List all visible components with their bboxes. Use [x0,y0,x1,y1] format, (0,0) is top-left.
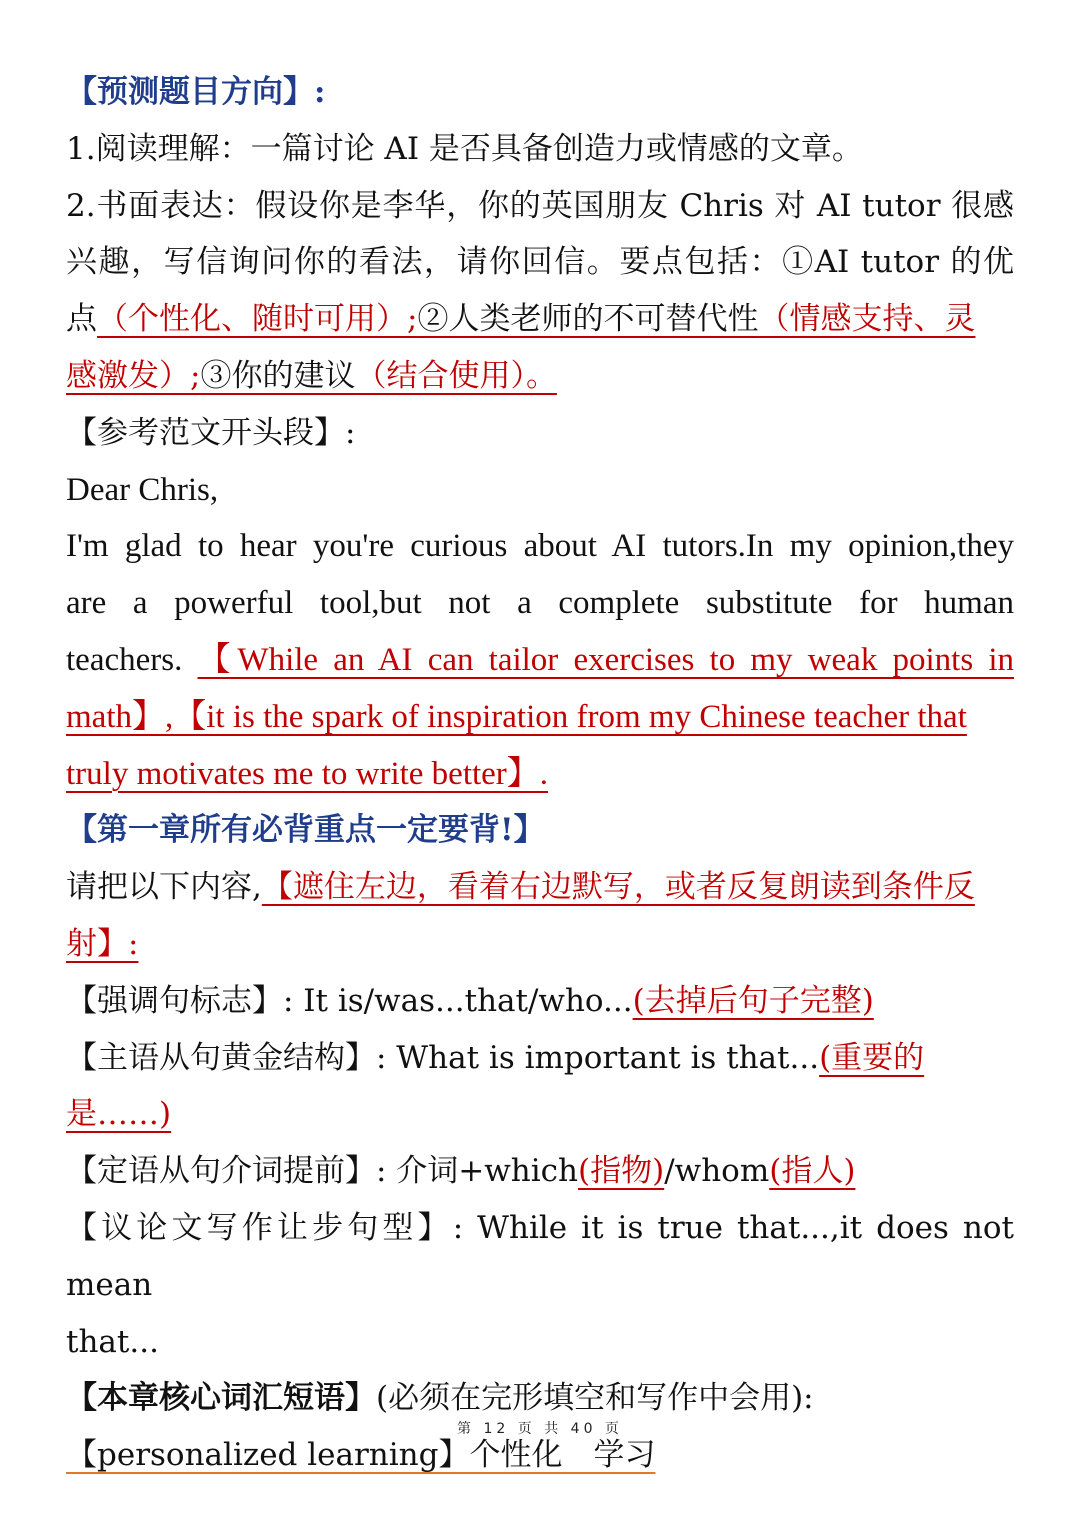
highlight-emotional-support: （情感支持、灵 [758,301,976,338]
point-note: (重要的是……) [66,1039,925,1133]
essay-line4: math】,【it is the spark of inspiration from my Chinese teacher that [66,698,967,735]
essay-line5 [66,746,1014,803]
page-footer: 第 12 页 共 40 页 [457,1421,623,1437]
point-note: (去掉后句子完整) [632,982,874,1019]
vocab-term [66,1437,655,1473]
text: 请把以下内容, [66,869,262,906]
instruction-line2 [66,916,1014,973]
point-label: 【主语从句黄金结构】: What is important is that... [66,1039,820,1076]
highlight-motivates: truly motivates me to write better】. [66,755,549,792]
item-writing-line2: 兴趣，写信询问你的看法，请你回信。要点包括：①AI tutor 的优 [66,244,1014,281]
item-writing-line1: 2.书面表达：假设你是李华，你的英国朋友 Chris 对 AI tutor 很感 [66,187,1014,224]
section-heading-must-memorize: 【第一章所有必背重点一定要背!】 [66,812,545,849]
essay-line3 [66,632,1014,689]
essay-line1: I'm glad to hear you're curious about AI tutors.In my opinion,they [66,528,1014,565]
essay-line2: are a powerful tool,but not a complete substitute for human [66,585,1014,622]
text-suggestion: ③你的建议 [200,357,356,394]
point-subject-clause [66,1030,1014,1144]
vocab-subtitle: (必须在完形填空和写作中会用): [376,1380,814,1417]
vocab-title: 【本章核心词汇短语】 [66,1380,376,1417]
text-irreplaceable: ②人类老师的不可替代性 [417,301,759,338]
vocab-zh: 个性化 学习 [469,1437,656,1474]
highlight-while-clause: 【While an AI can tailor exercises to my weak points in [197,641,1014,678]
point-emphatic [66,973,1014,1030]
highlight-instruction: 【遮住左边，看着右边默写，或者反复朗读到条件反 [261,869,975,906]
point-label: 【定语从句介词提前】: 介词+which [66,1153,579,1190]
document-page [66,64,1014,1484]
vocab-en: 【personalized learning】 [66,1437,470,1474]
highlight-advantages: （个性化、随时可用）; [97,301,418,338]
point-attributive-clause [66,1143,1014,1200]
text: teachers. [66,641,183,678]
essay-greeting: Dear Chris, [66,471,219,508]
item-writing-line3 [66,291,1014,348]
point-concession-line2: that... [66,1323,159,1360]
point-concession-line1: 【议论文写作让步句型】: While it is true that...,it does not mean [66,1209,1014,1303]
highlight-combine: （结合使用）。 [355,357,557,394]
point-note-people: (指人) [769,1153,856,1190]
point-label: /whom [664,1153,770,1190]
item-writing-line4 [66,348,1014,405]
instruction-line1 [66,859,1014,916]
point-label: 【强调句标志】: It is/was...that/who... [66,982,633,1019]
item-reading: 1.阅读理解：一篇讨论 AI 是否具备创造力或情感的文章。 [66,130,863,167]
section-heading-sample: 【参考范文开头段】: [66,414,356,451]
section-heading-prediction: 【预测题目方向】: [66,74,326,110]
highlight-inspiration: 感激发）; [66,357,201,394]
highlight-instruction-end: 射】: [66,925,139,962]
text: 点 [66,301,97,338]
point-note-things: (指物) [578,1153,665,1190]
